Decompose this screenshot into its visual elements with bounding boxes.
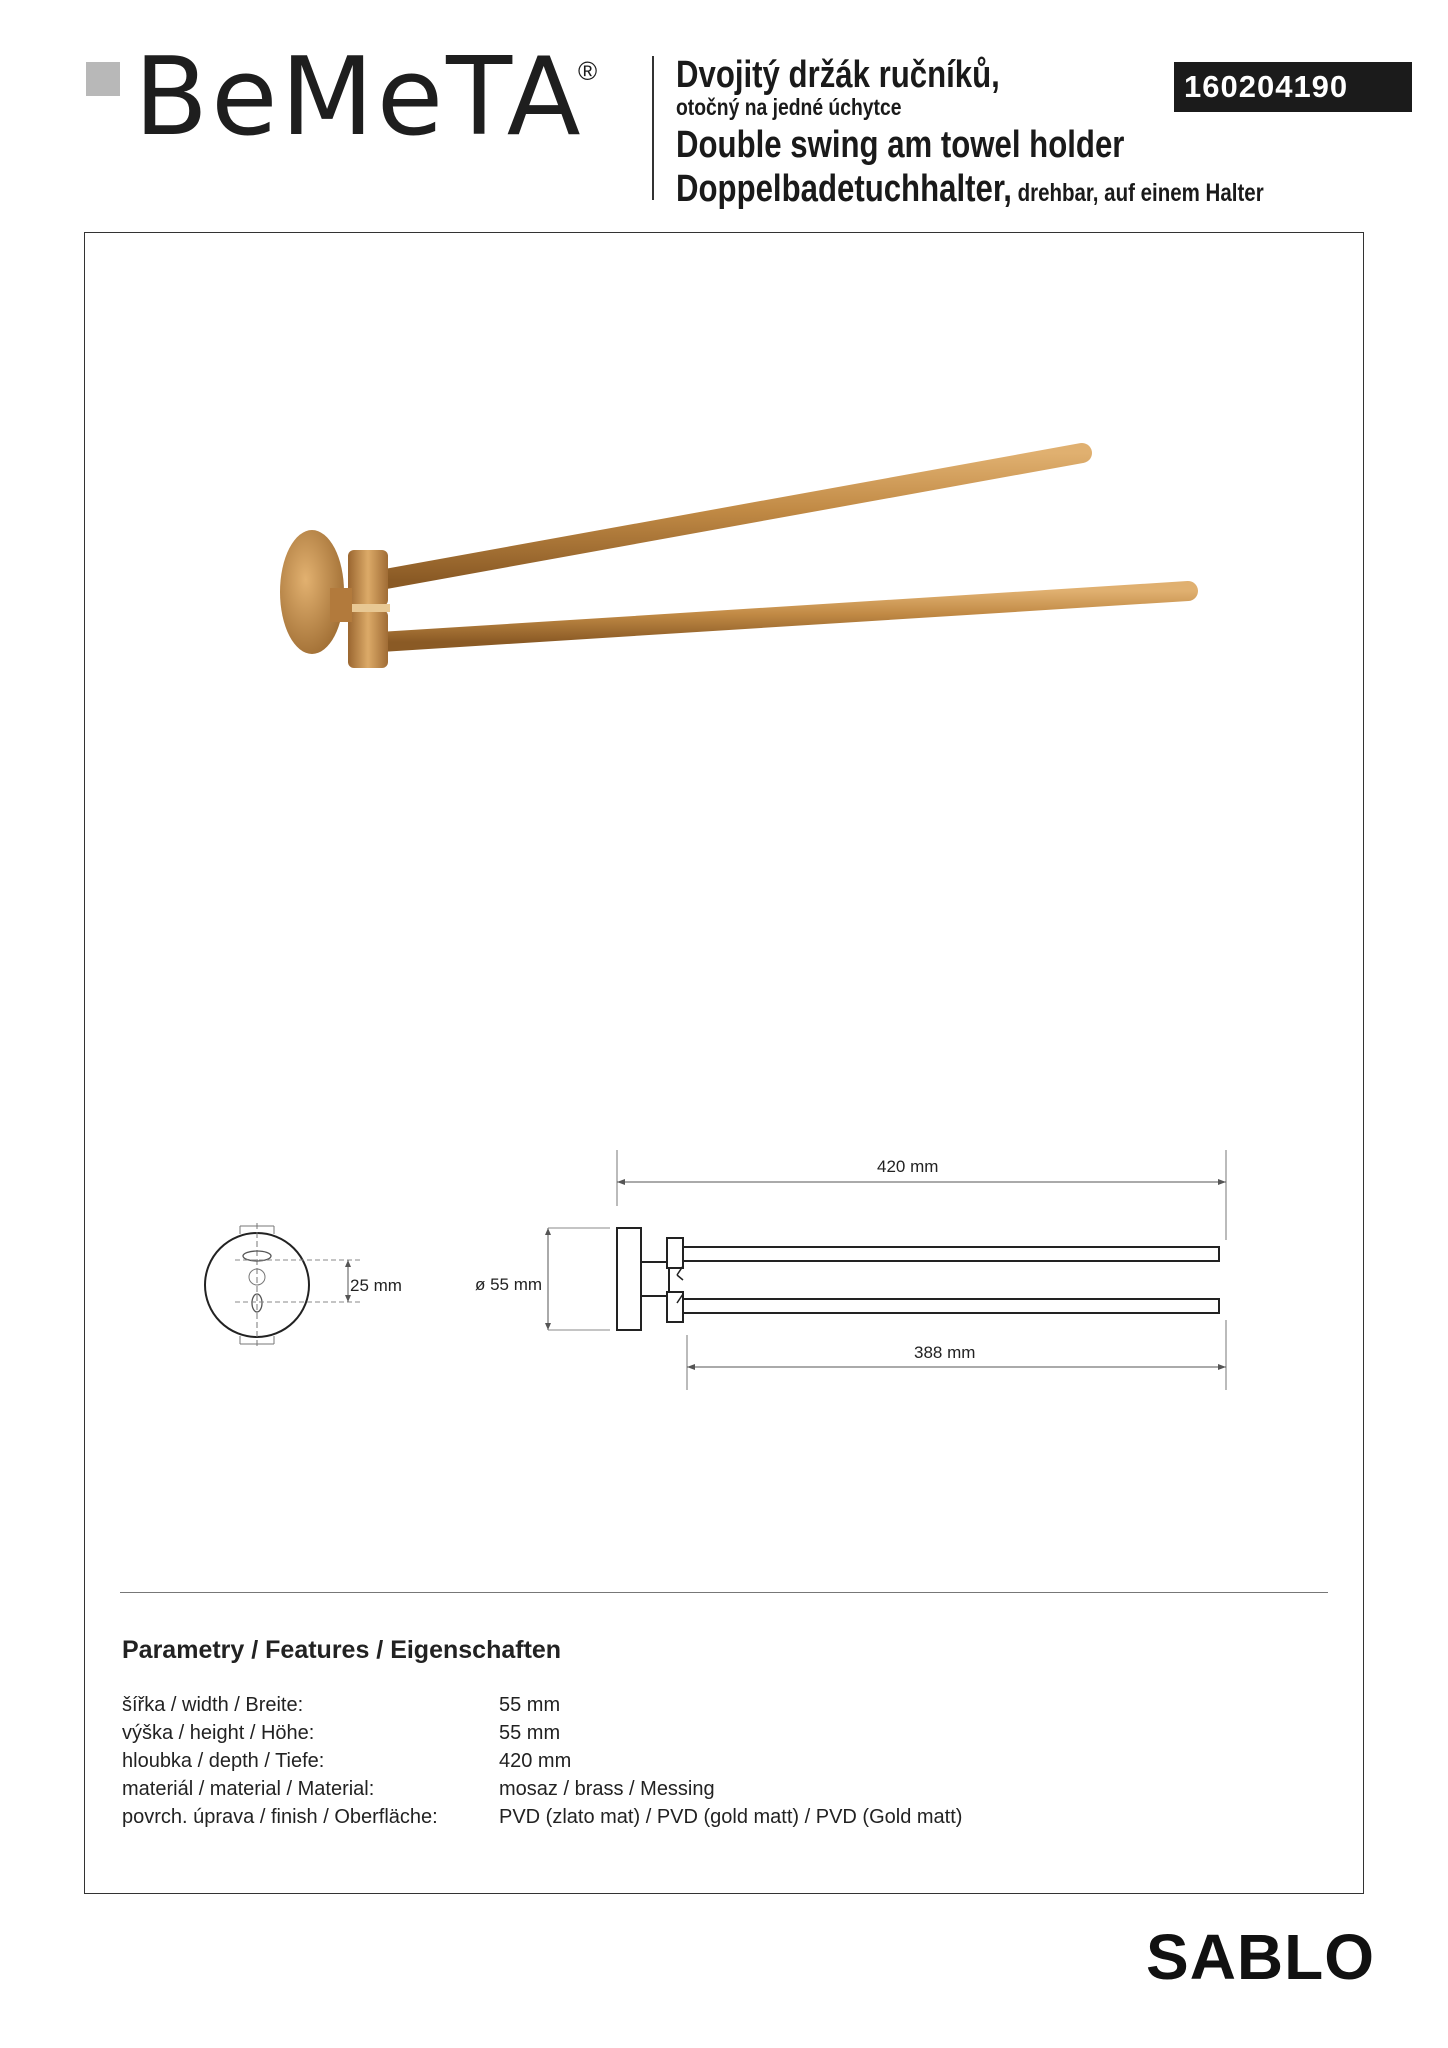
logo-square [86, 62, 120, 96]
title-german [676, 168, 1264, 211]
product-code-badge: 160204190 [1174, 62, 1412, 112]
pivot-hub-lower [348, 610, 388, 668]
spec-label-width: šířka / width / Breite: [122, 1694, 304, 1716]
hub-connector [330, 588, 352, 622]
title-german-sub: drehbar, auf einem Halter [1011, 179, 1264, 207]
pivot-hub-upper [348, 550, 388, 606]
title-english: Double swing am towel holder [676, 124, 1125, 166]
dim-total-length: 420 mm [877, 1157, 939, 1176]
dim-arm-length: 388 mm [914, 1343, 976, 1362]
pivot-ring [346, 604, 390, 612]
series-name: SABLO [1146, 1921, 1375, 1993]
upper-arm [380, 453, 1082, 580]
features-heading: Parametry / Features / Eigenschaften [122, 1636, 562, 1664]
title-german-main: Doppelbadetuchhalter, [676, 168, 1012, 210]
spec-label-depth: hloubka / depth / Tiefe: [122, 1750, 325, 1772]
title-czech: Dvojitý držák ručníků, [676, 54, 1000, 96]
spec-label-material: materiál / material / Material: [122, 1778, 375, 1800]
dim-diameter: ø 55 mm [475, 1275, 543, 1294]
side-view [475, 1150, 1226, 1390]
header-divider [652, 56, 654, 200]
spec-value-depth: 420 mm [499, 1750, 572, 1772]
dim-hole-spacing: 25 mm [350, 1276, 402, 1295]
features-divider [120, 1592, 1328, 1593]
registered-mark: ® [578, 56, 598, 86]
front-view [205, 1223, 402, 1347]
product-photo [270, 420, 1210, 720]
spec-value-material: mosaz / brass / Messing [499, 1778, 715, 1800]
brand-logo: BeMeTA [134, 35, 584, 160]
spec-label-height: výška / height / Höhe: [122, 1722, 315, 1744]
spec-value-height: 55 mm [499, 1722, 561, 1744]
lower-arm [380, 591, 1188, 642]
spec-value-finish: PVD (zlato mat) / PVD (gold matt) / PVD (Gold matt) [499, 1806, 963, 1828]
spec-value-width: 55 mm [499, 1694, 561, 1716]
technical-drawing [190, 1130, 1240, 1410]
subtitle-czech: otočný na jedné úchytce [676, 94, 902, 120]
spec-label-finish: povrch. úprava / finish / Oberfläche: [122, 1806, 438, 1828]
